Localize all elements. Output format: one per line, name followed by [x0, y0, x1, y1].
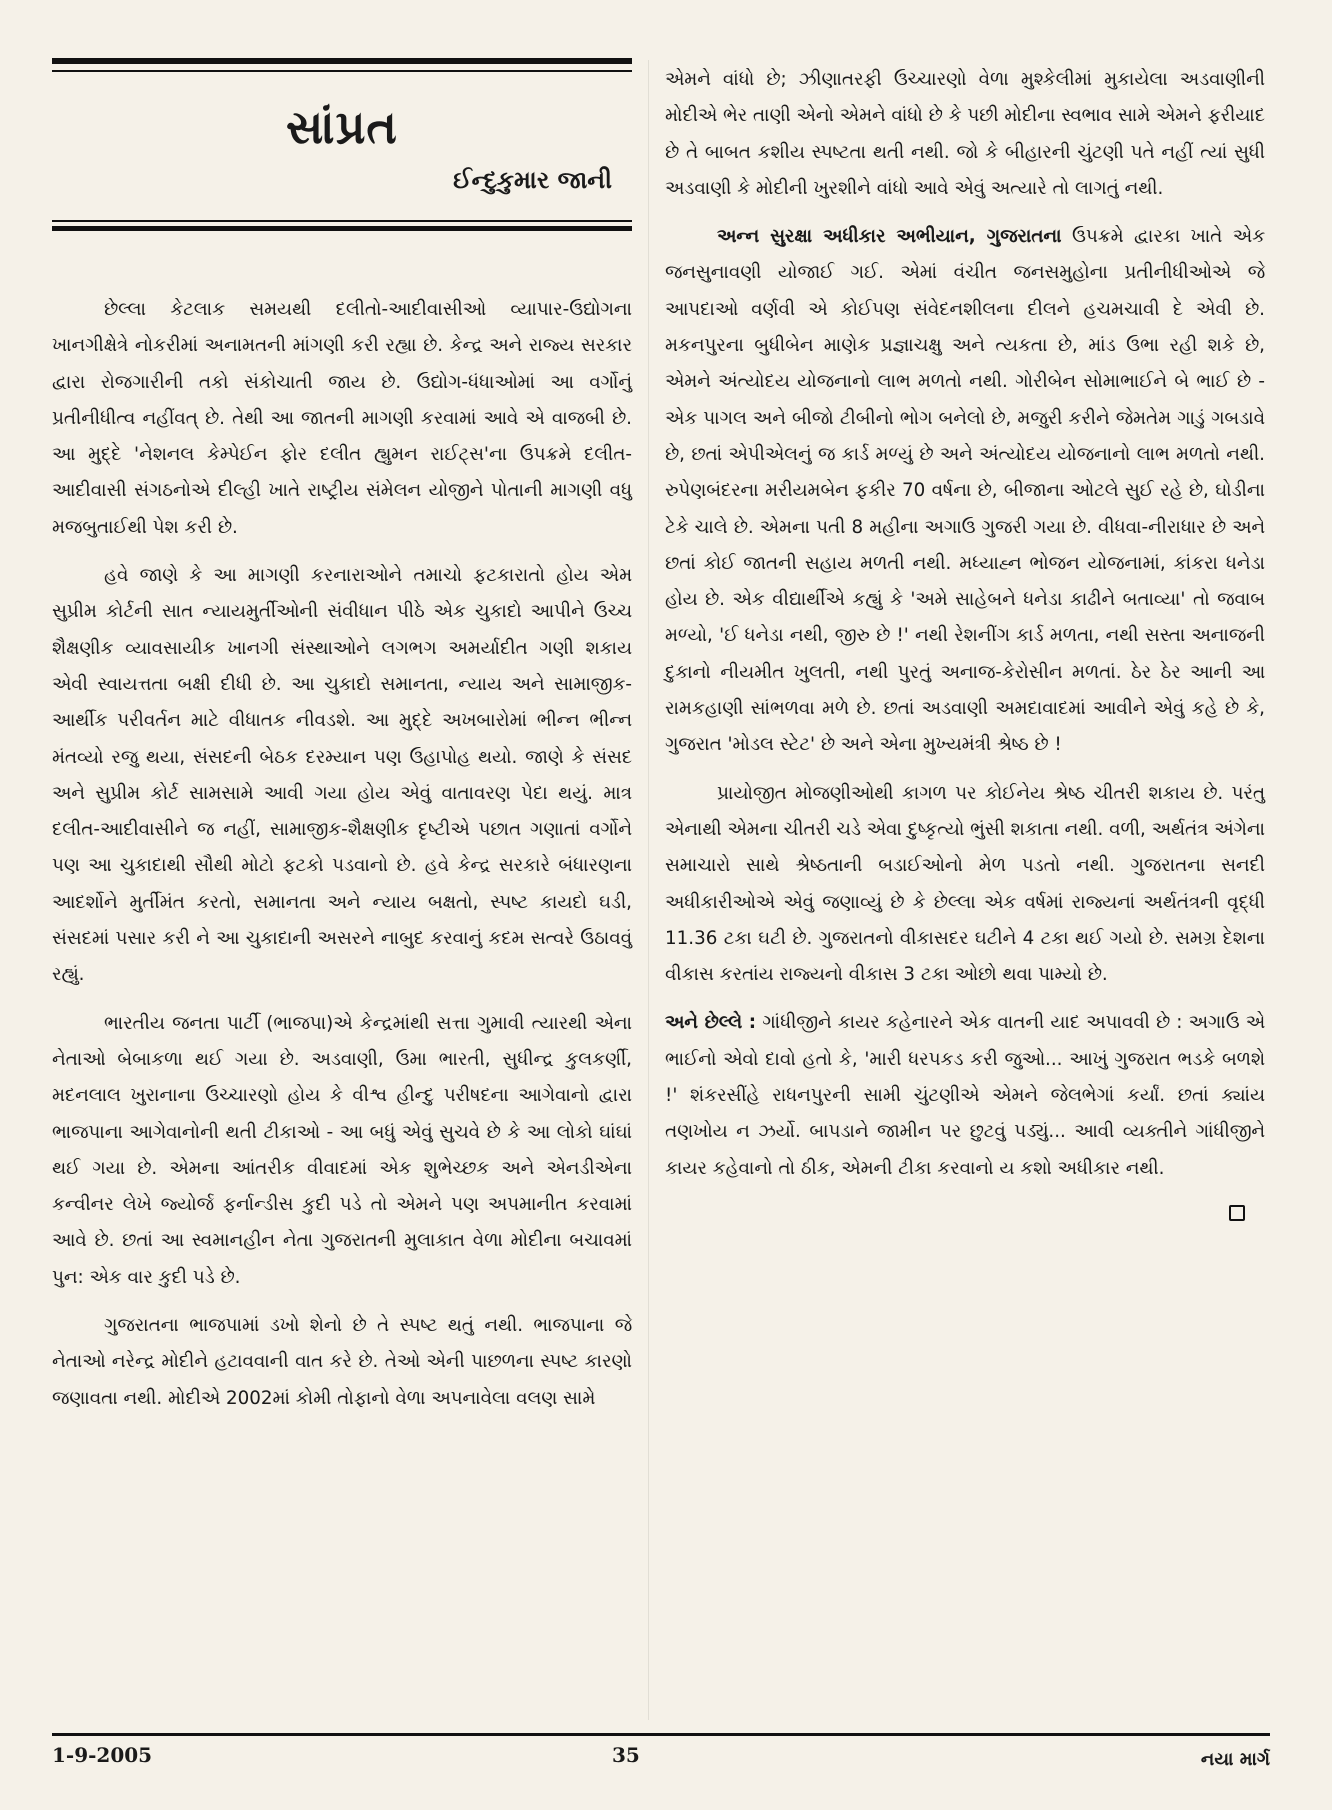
end-mark-row: [665, 1195, 1265, 1231]
paragraph-lead: અન્ન સુરક્ષા અધીકાર અભીયાન, ગુજરાતના: [717, 226, 1062, 248]
header-top-rule: [52, 58, 632, 64]
header-bottom-rules: [52, 220, 632, 231]
footer-rule: [52, 1733, 1270, 1736]
page-footer: [52, 1733, 1270, 1793]
paragraph: છેલ્લા કેટલાક સમયથી દલીતો-આદીવાસીઓ વ્યાપાર-ઉદ્યોગના ખાનગીક્ષેત્રે નોકરીમાં અનામતની માંગણી કરી રહ્યા છે. કેન્દ્ર અને રાજ્ય સરકાર દ્વારા રોજગારીની તકો સંકોચાતી જાય છે. ઉદ્યોગ-ધંધાઓમાં આ વર્ગોનું પ્રતીનીધીત્વ નહીંવત્ છે. તેથી આ જાતની માગણી કરવામાં આવે એ વાજબી છે. આ મુદ્દે 'નેશનલ કેમ્પેઈન ફોર દલીત હ્યુમન રાઈટ્સ'ના ઉપક્રમે દલીત-આદીવાસી સંગઠનોએ દીલ્હી ખાતે રાષ્ટ્રીય સંમેલન યોજીને પોતાની માગણી વધુ મજબુતાઈથી પેશ કરી છે.: [52, 299, 632, 538]
column-title: સાંપ્રત: [286, 100, 398, 154]
paragraph: ગુજરાતના ભાજપામાં ડખો શેનો છે તે સ્પષ્ટ થતું નથી. ભાજપાના જે નેતાઓ નરેન્દ્ર મોદીને હટાવવાની વાત કરે છે. તેઓ એની પાછળના સ્પષ્ટ કારણો જણાવતા નથી. મોદીએ 2002માં કોમી તોફાનો વેળા અપનાવેલા વલણ સામે: [52, 1315, 632, 1409]
left-column: [52, 58, 632, 1429]
paragraph-body: ઉપક્રમે દ્વારકા ખાતે એક જનસુનાવણી યોજાઈ ગઈ. એમાં વંચીત જનસમુહોના પ્રતીનીધીઓએ જે આપદાઓ વર્ણવી એ કોઈપણ સંવેદનશીલના દીલને હચમચાવી દે એવી છે. મકનપુરના બુધીબેન માણેક પ્રજ્ઞાચક્ષુ અને ત્યકતા છે, માંડ ઉભા રહી શકે છે, એમને અંત્યોદય યોજનાનો લાભ મળતો નથી. ગોરીબેન સોમાભાઈને બે ભાઈ છે - એક પાગલ અને બીજો ટીબીનો ભોગ બનેલો છે, મજુરી કરીને જેમતેમ ગાડું ગબડાવે છે, છતાં એપીએલનું જ કાર્ડ મળ્યું છે અને અંત્યોદય યોજનાનો લાભ મળતો નથી. રુપેણબંદરના મરીયમબેન ફકીર 70 વર્ષના છે, બીજાના ઓટલે સુઈ રહે છે, ઘોડીના ટેકે ચાલે છે. એમના પતી 8 મહીના અગાઉ ગુજરી ગયા છે. વીધવા-નીરાધાર છે અને છતાં કોઈ જાતની સહાય મળતી નથી. મધ્યાહ્ન ભોજન યોજનામાં, કાંકરા ધનેડા હોય છે. એક વીદ્યાર્થીએ કહ્યું કે 'અમે સાહેબને ધનેડા કાઢીને બતાવ્યા' તો જવાબ મળ્યો, 'ઈ ધનેડા નથી, જીરુ છે !' નથી રેશનીંગ કાર્ડ મળતા, નથી સસ્તા અનાજની દુકાનો નીયમીત ખુલતી, નથી પુરતું અનાજ-કેરોસીન મળતાં. ઠેર ઠેર આની આ રામકહાણી સાંભળવા મળે છે. છતાં અડવાણી અમદાવાદમાં આવીને એવું કહે છે કે, ગુજરાત 'મોડલ સ્ટેટ' છે અને એના મુખ્યમંત્રી શ્રેષ્ઠ છે !: [665, 226, 1265, 756]
right-body: [665, 62, 1265, 1231]
column-header: [52, 58, 632, 208]
paragraph: એમને વાંધો છે; ઝીણાતરફી ઉચ્ચારણો વેળા મુશ્કેલીમાં મુકાયેલા અડવાણીની મોદીએ ભેર તાણી એનો એમને વાંધો છે કે પછી મોદીના સ્વભાવ સામે એમને ફરીયાદ છે તે બાબત કશીય સ્પષ્ટતા થતી નથી. જો કે બીહારની ચુંટણી પતે નહીં ત્યાં સુધી અડવાણી કે મોદીની ખુરશીને વાંધો આવે એવું અત્યારે તો લાગતું નથી.: [665, 69, 1265, 199]
right-column: [665, 62, 1265, 1231]
paragraph-closing: [665, 1005, 1265, 1186]
column-divider: [648, 60, 649, 1720]
header-bottom-thin-rule: [52, 220, 632, 222]
issue-date: 1-9-2005: [52, 1743, 153, 1767]
paragraph-body: ગાંધીજીને કાયર કહેનારને એક વાતની યાદ અપાવવી છે : અગાઉ એ ભાઈનો એવો દાવો હતો કે, 'મારી ધરપકડ કરી જુઓ... આખું ગુજરાત ભડકે બળશે !' શંકરસીંહે રાધનપુરની સામી ચુંટણીએ એમને જેલભેગાં કર્યાં. છતાં ક્યાંય તણખોય ન ઝર્યો. બાપડાને જામીન પર છુટવું પડ્યું... આવી વ્યક્તીને ગાંધીજીને કાયર કહેવાનો તો ઠીક, એમની ટીકા કરવાનો ય કશો અધીકાર નથી.: [665, 1012, 1265, 1179]
paragraph: પ્રાયોજીત મોજણીઓથી કાગળ પર કોઈનેય શ્રેષ્ઠ ચીતરી શકાય છે. પરંતુ એનાથી એમના ચીતરી ચડે એવા દુષ્કૃત્યો ભુંસી શકાતા નથી. વળી, અર્થતંત્ર અંગેના સમાચારો સાથે શ્રેષ્ઠતાની બડાઈઓનો મેળ પડતો નથી. ગુજરાતના સનદી અધીકારીઓએ એવું જણાવ્યું છે કે છેલ્લા એક વર્ષમાં રાજ્યનાં અર્થતંત્રની વૃદ્ધી 11.36 ટકા ઘટી છે. ગુજરાતનો વીકાસદર ઘટીને 4 ટકા થઈ ગયો છે. સમગ્ર દેશના વીકાસ કરતાંય રાજ્યનો વીકાસ 3 ટકા ઓછો થવા પામ્યો છે.: [665, 782, 1265, 986]
header-bottom-rule: [52, 226, 632, 231]
paragraph-food-security: [665, 219, 1265, 763]
paragraph: હવે જાણે કે આ માગણી કરનારાઓને તમાચો ફટકારાતો હોય એમ સુપ્રીમ કોર્ટની સાત ન્યાયમુર્તીઓની સંવીધાન પીઠે એક ચુકાદો આપીને ઉચ્ચ શૈક્ષણીક વ્યાવસાયીક ખાનગી સંસ્થાઓને લગભગ અમર્યાદીત ગણી શકાય એવી સ્વાયત્તતા બક્ષી દીધી છે. આ ચુકાદો સમાનતા, ન્યાય અને સામાજીક-આર્થીક પરીવર્તન માટે વીધાતક નીવડશે. આ મુદ્દે અખબારોમાં ભીન્ન ભીન્ન મંતવ્યો રજુ થયા, સંસદની બેઠક દરમ્યાન પણ ઉહાપોહ થયો. જાણે કે સંસદ અને સુપ્રીમ કોર્ટ સામસામે આવી ગયા હોય એવું વાતાવરણ પેદા થયું. માત્ર દલીત-આદીવાસીને જ નહીં, સામાજીક-શૈક્ષણીક દૃષ્ટીએ પછાત ગણાતાં વર્ગોને પણ આ ચુકાદાથી સૌથી મોટો ફટકો પડવાનો છે. હવે કેન્દ્ર સરકારે બંધારણના આદર્શોને મુર્તીમંત કરતો, સમાનતા અને ન્યાય બક્ષતો, સ્પષ્ટ કાયદો ઘડી, સંસદમાં પસાર કરી ને આ ચુકાદાની અસરને નાબુદ કરવાનું કદમ સત્વરે ઉઠાવવું રહ્યું.: [52, 565, 632, 986]
paragraph-lead: અને છેલ્લે :: [665, 1012, 757, 1034]
header-top-thin-rule: [52, 70, 632, 72]
paragraph: ભારતીય જનતા પાર્ટી (ભાજપા)એ કેન્દ્રમાંથી સત્તા ગુમાવી ત્યારથી એના નેતાઓ બેબાકળા થઈ ગયા છે. અડવાણી, ઉમા ભારતી, સુધીન્દ્ર કુલકર્ણી, મદનલાલ ખુરાનાના ઉચ્ચારણો હોય કે વીશ્વ હીન્દુ પરીષદના આગેવાનો દ્વારા ભાજપાના આગેવાનોની થતી ટીકાઓ - આ બધું એવું સુચવે છે કે આ લોકો ઘાંઘાં થઈ ગયા છે. એમના આંતરીક વીવાદમાં એક શુભેચ્છક અને એનડીએના કન્વીનર લેખે જ્યોર્જ ફર્નાન્ડીસ કુદી પડે તો એમને પણ અપમાનીત કરવામાં આવે છે. છતાં આ સ્વમાનહીન નેતા ગુજરાતની મુલાકાત વેળા મોદીના બચાવમાં પુન: એક વાર કુદી પડે છે.: [52, 1012, 632, 1288]
magazine-name: નયા માર્ગ: [1200, 1749, 1270, 1770]
left-body: [52, 292, 632, 1417]
end-of-article-icon: [1229, 1205, 1245, 1221]
page-number: 35: [612, 1743, 640, 1767]
author-name: ઈન્દુકુમાર જાની: [453, 166, 612, 194]
